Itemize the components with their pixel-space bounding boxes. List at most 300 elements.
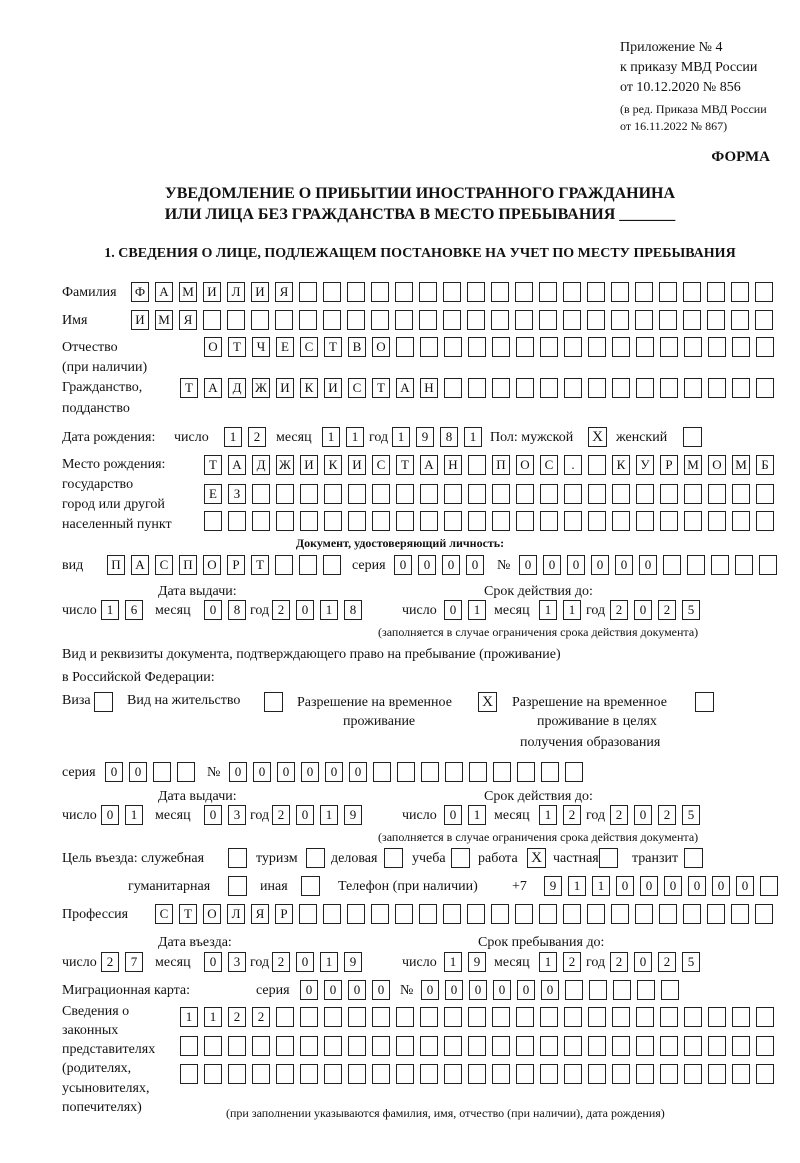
char-cell[interactable] (420, 1036, 438, 1056)
char-cell[interactable] (539, 282, 557, 302)
char-cell[interactable] (659, 904, 677, 924)
char-cell[interactable]: С (372, 455, 390, 475)
char-cell[interactable]: 2 (272, 805, 290, 825)
char-cell[interactable] (588, 1064, 606, 1084)
char-cell[interactable]: 2 (563, 805, 581, 825)
char-cell[interactable] (564, 1036, 582, 1056)
char-cell[interactable]: 2 (228, 1007, 246, 1027)
char-cell[interactable] (756, 484, 774, 504)
char-cell[interactable]: 0 (688, 876, 706, 896)
char-cell[interactable] (299, 904, 317, 924)
char-cell[interactable] (323, 555, 341, 575)
char-cell[interactable] (227, 310, 245, 330)
char-cell[interactable]: Д (228, 378, 246, 398)
char-cell[interactable]: И (276, 378, 294, 398)
char-cell[interactable]: 2 (252, 1007, 270, 1027)
char-cell[interactable] (587, 904, 605, 924)
char-cell[interactable]: М (179, 282, 197, 302)
char-cell[interactable]: 1 (592, 876, 610, 896)
char-cell[interactable]: 2 (272, 600, 290, 620)
char-cell[interactable] (396, 1007, 414, 1027)
char-cell[interactable] (443, 310, 461, 330)
char-cell[interactable] (444, 1064, 462, 1084)
char-cell[interactable] (252, 484, 270, 504)
char-cell[interactable] (612, 1007, 630, 1027)
char-cell[interactable]: Ч (252, 337, 270, 357)
char-cell[interactable] (732, 378, 750, 398)
char-cell[interactable]: 0 (591, 555, 609, 575)
char-cell[interactable] (564, 1007, 582, 1027)
char-cell[interactable] (516, 378, 534, 398)
char-cell[interactable] (396, 337, 414, 357)
char-cell[interactable] (396, 1064, 414, 1084)
char-cell[interactable] (540, 511, 558, 531)
char-cell[interactable] (420, 1064, 438, 1084)
char-cell[interactable]: 5 (682, 952, 700, 972)
char-cell[interactable] (636, 484, 654, 504)
char-cell[interactable]: Е (204, 484, 222, 504)
char-cell[interactable]: 5 (682, 805, 700, 825)
char-cell[interactable]: К (612, 455, 630, 475)
char-cell[interactable]: 0 (296, 600, 314, 620)
char-cell[interactable]: 0 (296, 805, 314, 825)
char-cell[interactable] (276, 1064, 294, 1084)
char-cell[interactable] (515, 310, 533, 330)
char-cell[interactable]: Т (251, 555, 269, 575)
char-cell[interactable] (684, 1007, 702, 1027)
char-cell[interactable] (661, 980, 679, 1000)
char-cell[interactable]: С (540, 455, 558, 475)
char-cell[interactable] (708, 378, 726, 398)
char-cell[interactable] (419, 310, 437, 330)
char-cell[interactable]: С (300, 337, 318, 357)
char-cell[interactable] (732, 484, 750, 504)
char-cell[interactable] (516, 1007, 534, 1027)
char-cell[interactable] (684, 1036, 702, 1056)
char-cell[interactable] (636, 337, 654, 357)
char-cell[interactable] (468, 484, 486, 504)
char-cell[interactable]: О (204, 337, 222, 357)
char-cell[interactable]: 0 (348, 980, 366, 1000)
char-cell[interactable] (348, 1007, 366, 1027)
char-cell[interactable] (396, 511, 414, 531)
char-cell[interactable] (756, 1036, 774, 1056)
char-cell[interactable] (612, 1036, 630, 1056)
char-cell[interactable]: 1 (204, 1007, 222, 1027)
char-cell[interactable]: 0 (349, 762, 367, 782)
char-cell[interactable] (180, 1064, 198, 1084)
char-cell[interactable] (372, 1007, 390, 1027)
char-cell[interactable] (444, 511, 462, 531)
char-cell[interactable] (516, 1064, 534, 1084)
char-cell[interactable] (492, 511, 510, 531)
char-cell[interactable] (300, 511, 318, 531)
private-checkbox[interactable] (599, 848, 618, 868)
char-cell[interactable]: П (492, 455, 510, 475)
char-cell[interactable]: 0 (204, 952, 222, 972)
char-cell[interactable]: Т (179, 904, 197, 924)
char-cell[interactable] (396, 484, 414, 504)
char-cell[interactable] (588, 484, 606, 504)
char-cell[interactable]: Т (228, 337, 246, 357)
char-cell[interactable] (731, 282, 749, 302)
tourism-checkbox[interactable] (306, 848, 325, 868)
char-cell[interactable]: И (324, 378, 342, 398)
char-cell[interactable]: 0 (469, 980, 487, 1000)
char-cell[interactable] (444, 1007, 462, 1027)
char-cell[interactable] (468, 511, 486, 531)
char-cell[interactable]: 1 (322, 427, 340, 447)
char-cell[interactable]: П (107, 555, 125, 575)
char-cell[interactable]: С (348, 378, 366, 398)
char-cell[interactable] (348, 1064, 366, 1084)
char-cell[interactable] (420, 511, 438, 531)
char-cell[interactable] (732, 337, 750, 357)
char-cell[interactable] (420, 1007, 438, 1027)
char-cell[interactable] (153, 762, 171, 782)
char-cell[interactable]: 9 (544, 876, 562, 896)
char-cell[interactable]: А (204, 378, 222, 398)
char-cell[interactable] (636, 511, 654, 531)
char-cell[interactable]: Н (444, 455, 462, 475)
char-cell[interactable] (683, 282, 701, 302)
char-cell[interactable] (348, 1036, 366, 1056)
char-cell[interactable] (492, 484, 510, 504)
char-cell[interactable] (637, 980, 655, 1000)
char-cell[interactable] (396, 1036, 414, 1056)
char-cell[interactable] (180, 1036, 198, 1056)
char-cell[interactable]: 1 (563, 600, 581, 620)
char-cell[interactable] (635, 904, 653, 924)
char-cell[interactable] (660, 1007, 678, 1027)
char-cell[interactable]: 0 (712, 876, 730, 896)
char-cell[interactable] (636, 1007, 654, 1027)
char-cell[interactable] (612, 378, 630, 398)
char-cell[interactable]: 2 (658, 952, 676, 972)
char-cell[interactable] (420, 484, 438, 504)
official-checkbox[interactable] (228, 848, 247, 868)
char-cell[interactable]: 8 (344, 600, 362, 620)
char-cell[interactable]: 1 (539, 805, 557, 825)
char-cell[interactable] (299, 282, 317, 302)
char-cell[interactable]: 0 (736, 876, 754, 896)
char-cell[interactable] (564, 484, 582, 504)
char-cell[interactable]: 1 (539, 952, 557, 972)
char-cell[interactable]: 0 (493, 980, 511, 1000)
char-cell[interactable] (395, 310, 413, 330)
char-cell[interactable] (731, 904, 749, 924)
char-cell[interactable] (419, 904, 437, 924)
char-cell[interactable] (707, 904, 725, 924)
char-cell[interactable] (492, 1064, 510, 1084)
char-cell[interactable]: 0 (519, 555, 537, 575)
char-cell[interactable] (324, 484, 342, 504)
char-cell[interactable] (659, 310, 677, 330)
char-cell[interactable] (684, 484, 702, 504)
char-cell[interactable]: 9 (416, 427, 434, 447)
char-cell[interactable] (347, 310, 365, 330)
char-cell[interactable] (516, 511, 534, 531)
char-cell[interactable] (324, 511, 342, 531)
char-cell[interactable]: Я (251, 904, 269, 924)
char-cell[interactable]: 0 (634, 952, 652, 972)
char-cell[interactable] (611, 282, 629, 302)
char-cell[interactable] (659, 282, 677, 302)
char-cell[interactable] (468, 378, 486, 398)
char-cell[interactable] (732, 1007, 750, 1027)
char-cell[interactable]: 0 (444, 600, 462, 620)
char-cell[interactable] (563, 310, 581, 330)
char-cell[interactable] (756, 511, 774, 531)
char-cell[interactable] (564, 511, 582, 531)
char-cell[interactable]: Б (756, 455, 774, 475)
char-cell[interactable] (755, 282, 773, 302)
char-cell[interactable] (708, 337, 726, 357)
char-cell[interactable] (468, 1036, 486, 1056)
char-cell[interactable] (611, 310, 629, 330)
char-cell[interactable]: М (732, 455, 750, 475)
char-cell[interactable]: Т (324, 337, 342, 357)
char-cell[interactable]: 0 (301, 762, 319, 782)
char-cell[interactable]: 0 (105, 762, 123, 782)
edu-residence-checkbox[interactable] (695, 692, 714, 712)
char-cell[interactable]: О (708, 455, 726, 475)
char-cell[interactable] (660, 1036, 678, 1056)
char-cell[interactable] (587, 282, 605, 302)
char-cell[interactable] (732, 1064, 750, 1084)
char-cell[interactable] (516, 1036, 534, 1056)
char-cell[interactable] (300, 1007, 318, 1027)
char-cell[interactable]: 0 (541, 980, 559, 1000)
char-cell[interactable] (636, 1036, 654, 1056)
char-cell[interactable] (300, 484, 318, 504)
char-cell[interactable]: 0 (324, 980, 342, 1000)
char-cell[interactable] (755, 310, 773, 330)
char-cell[interactable] (564, 378, 582, 398)
char-cell[interactable] (372, 511, 390, 531)
char-cell[interactable] (492, 378, 510, 398)
char-cell[interactable]: А (396, 378, 414, 398)
char-cell[interactable] (760, 876, 778, 896)
char-cell[interactable] (395, 282, 413, 302)
char-cell[interactable] (540, 484, 558, 504)
char-cell[interactable]: 2 (610, 600, 628, 620)
char-cell[interactable]: 1 (320, 600, 338, 620)
char-cell[interactable] (756, 337, 774, 357)
char-cell[interactable]: 0 (296, 952, 314, 972)
char-cell[interactable] (708, 1064, 726, 1084)
char-cell[interactable] (324, 1064, 342, 1084)
char-cell[interactable] (588, 1007, 606, 1027)
char-cell[interactable] (540, 1036, 558, 1056)
char-cell[interactable] (468, 455, 486, 475)
char-cell[interactable] (707, 282, 725, 302)
char-cell[interactable]: Я (275, 282, 293, 302)
char-cell[interactable] (564, 1064, 582, 1084)
char-cell[interactable]: К (300, 378, 318, 398)
char-cell[interactable] (515, 282, 533, 302)
char-cell[interactable]: А (228, 455, 246, 475)
char-cell[interactable]: Р (660, 455, 678, 475)
char-cell[interactable]: А (131, 555, 149, 575)
char-cell[interactable]: 0 (204, 600, 222, 620)
char-cell[interactable] (588, 455, 606, 475)
char-cell[interactable]: 9 (344, 805, 362, 825)
char-cell[interactable] (419, 282, 437, 302)
char-cell[interactable]: П (179, 555, 197, 575)
char-cell[interactable]: З (228, 484, 246, 504)
char-cell[interactable]: 0 (101, 805, 119, 825)
char-cell[interactable]: И (203, 282, 221, 302)
char-cell[interactable]: 2 (658, 805, 676, 825)
char-cell[interactable]: М (155, 310, 173, 330)
female-checkbox[interactable] (683, 427, 702, 447)
char-cell[interactable]: 2 (248, 427, 266, 447)
char-cell[interactable]: Ж (276, 455, 294, 475)
char-cell[interactable]: 0 (640, 876, 658, 896)
char-cell[interactable]: 0 (277, 762, 295, 782)
char-cell[interactable] (611, 904, 629, 924)
char-cell[interactable]: Ж (252, 378, 270, 398)
char-cell[interactable]: 0 (634, 805, 652, 825)
char-cell[interactable] (539, 310, 557, 330)
char-cell[interactable]: К (324, 455, 342, 475)
char-cell[interactable]: 0 (466, 555, 484, 575)
char-cell[interactable] (684, 1064, 702, 1084)
char-cell[interactable] (612, 337, 630, 357)
char-cell[interactable] (251, 310, 269, 330)
char-cell[interactable]: 1 (468, 805, 486, 825)
char-cell[interactable] (204, 1064, 222, 1084)
char-cell[interactable] (684, 378, 702, 398)
char-cell[interactable] (371, 282, 389, 302)
char-cell[interactable]: 6 (125, 600, 143, 620)
char-cell[interactable] (660, 511, 678, 531)
char-cell[interactable]: Т (396, 455, 414, 475)
char-cell[interactable] (299, 310, 317, 330)
char-cell[interactable] (687, 555, 705, 575)
char-cell[interactable] (708, 1007, 726, 1027)
char-cell[interactable] (372, 484, 390, 504)
char-cell[interactable]: 0 (300, 980, 318, 1000)
work-checkbox[interactable]: X (527, 848, 546, 868)
char-cell[interactable] (467, 904, 485, 924)
char-cell[interactable]: 2 (610, 805, 628, 825)
char-cell[interactable]: О (516, 455, 534, 475)
char-cell[interactable] (348, 484, 366, 504)
char-cell[interactable] (708, 1036, 726, 1056)
char-cell[interactable] (347, 282, 365, 302)
char-cell[interactable] (252, 1064, 270, 1084)
char-cell[interactable] (563, 904, 581, 924)
char-cell[interactable] (660, 337, 678, 357)
char-cell[interactable] (731, 310, 749, 330)
char-cell[interactable] (371, 904, 389, 924)
char-cell[interactable]: Т (372, 378, 390, 398)
char-cell[interactable] (663, 555, 681, 575)
char-cell[interactable] (613, 980, 631, 1000)
char-cell[interactable] (467, 310, 485, 330)
char-cell[interactable] (492, 1036, 510, 1056)
char-cell[interactable] (445, 762, 463, 782)
char-cell[interactable] (517, 762, 535, 782)
char-cell[interactable]: В (348, 337, 366, 357)
char-cell[interactable] (177, 762, 195, 782)
char-cell[interactable]: 8 (228, 600, 246, 620)
char-cell[interactable]: И (251, 282, 269, 302)
char-cell[interactable]: 0 (567, 555, 585, 575)
char-cell[interactable]: 1 (464, 427, 482, 447)
char-cell[interactable]: О (203, 904, 221, 924)
char-cell[interactable]: И (300, 455, 318, 475)
char-cell[interactable]: 2 (658, 600, 676, 620)
char-cell[interactable]: 1 (180, 1007, 198, 1027)
business-checkbox[interactable] (384, 848, 403, 868)
char-cell[interactable]: 1 (320, 805, 338, 825)
char-cell[interactable] (587, 310, 605, 330)
char-cell[interactable] (735, 555, 753, 575)
char-cell[interactable]: 0 (442, 555, 460, 575)
char-cell[interactable] (756, 1064, 774, 1084)
char-cell[interactable] (563, 282, 581, 302)
char-cell[interactable]: Р (227, 555, 245, 575)
char-cell[interactable] (421, 762, 439, 782)
char-cell[interactable] (276, 1036, 294, 1056)
char-cell[interactable]: Т (204, 455, 222, 475)
char-cell[interactable] (708, 484, 726, 504)
char-cell[interactable] (228, 511, 246, 531)
char-cell[interactable] (540, 1007, 558, 1027)
char-cell[interactable] (323, 282, 341, 302)
char-cell[interactable] (759, 555, 777, 575)
char-cell[interactable]: 0 (421, 980, 439, 1000)
char-cell[interactable]: Н (420, 378, 438, 398)
char-cell[interactable]: 1 (125, 805, 143, 825)
char-cell[interactable] (491, 310, 509, 330)
char-cell[interactable] (444, 484, 462, 504)
char-cell[interactable] (732, 1036, 750, 1056)
char-cell[interactable] (492, 337, 510, 357)
char-cell[interactable]: 1 (346, 427, 364, 447)
char-cell[interactable]: 0 (394, 555, 412, 575)
char-cell[interactable] (491, 904, 509, 924)
char-cell[interactable] (443, 904, 461, 924)
char-cell[interactable] (276, 484, 294, 504)
char-cell[interactable]: 3 (228, 952, 246, 972)
char-cell[interactable] (711, 555, 729, 575)
char-cell[interactable] (636, 1064, 654, 1084)
char-cell[interactable]: А (420, 455, 438, 475)
char-cell[interactable] (660, 378, 678, 398)
char-cell[interactable]: Е (276, 337, 294, 357)
char-cell[interactable] (324, 1036, 342, 1056)
char-cell[interactable] (324, 1007, 342, 1027)
char-cell[interactable] (540, 378, 558, 398)
char-cell[interactable] (204, 1036, 222, 1056)
char-cell[interactable]: 0 (372, 980, 390, 1000)
male-checkbox[interactable]: X (588, 427, 607, 447)
char-cell[interactable] (635, 310, 653, 330)
char-cell[interactable]: 0 (418, 555, 436, 575)
char-cell[interactable]: У (636, 455, 654, 475)
char-cell[interactable] (756, 378, 774, 398)
char-cell[interactable]: М (684, 455, 702, 475)
char-cell[interactable] (588, 337, 606, 357)
char-cell[interactable] (469, 762, 487, 782)
visa-checkbox[interactable] (94, 692, 113, 712)
char-cell[interactable]: 0 (616, 876, 634, 896)
char-cell[interactable] (276, 1007, 294, 1027)
